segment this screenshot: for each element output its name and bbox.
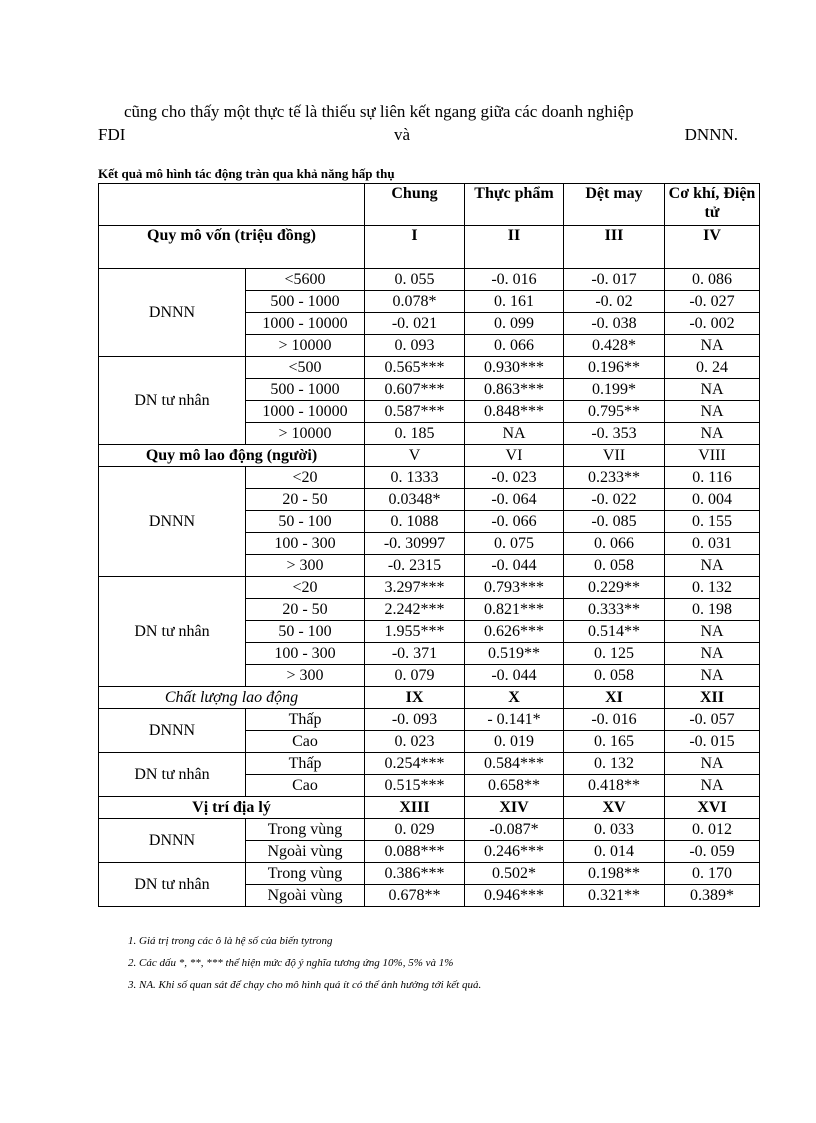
value-cell: -0. 027: [665, 291, 760, 313]
value-cell: NA: [665, 379, 760, 401]
model-number-cell: XIV: [465, 797, 564, 819]
table-row: [99, 269, 760, 291]
value-cell: NA: [665, 665, 760, 687]
model-number-cell: V: [365, 445, 465, 467]
table-row: [99, 577, 760, 599]
row-category-label: Thấp: [246, 709, 365, 731]
value-cell: - 0.141*: [465, 709, 564, 731]
table-row: [99, 819, 760, 841]
value-cell: 0. 012: [665, 819, 760, 841]
table-caption: Kết quả mô hình tác động tràn qua khả năng hấp thụ: [98, 166, 395, 181]
value-cell: 0.0348*: [365, 489, 465, 511]
row-category-label: <5600: [246, 269, 365, 291]
value-cell: 0. 086: [665, 269, 760, 291]
row-category-label: 1000 - 10000: [246, 401, 365, 423]
value-cell: -0. 017: [564, 269, 665, 291]
value-cell: -0. 30997: [365, 533, 465, 555]
value-cell: 1.955***: [365, 621, 465, 643]
table-notes: [128, 930, 481, 996]
value-cell: 0.428*: [564, 335, 665, 357]
value-cell: 0. 185: [365, 423, 465, 445]
value-cell: 0. 066: [564, 533, 665, 555]
row-category-label: 50 - 100: [246, 511, 365, 533]
section-title: Chất lượng lao động: [99, 687, 365, 709]
model-number-cell: XVI: [665, 797, 760, 819]
value-cell: 0.333**: [564, 599, 665, 621]
value-cell: -0. 015: [665, 731, 760, 753]
value-cell: 0.246***: [465, 841, 564, 863]
value-cell: 0.198**: [564, 863, 665, 885]
value-cell: -0. 044: [465, 555, 564, 577]
model-number-cell: XII: [665, 687, 760, 709]
value-cell: 0.078*: [365, 291, 465, 313]
value-cell: -0. 016: [465, 269, 564, 291]
value-cell: 0. 079: [365, 665, 465, 687]
value-cell: NA: [665, 643, 760, 665]
row-category-label: 500 - 1000: [246, 291, 365, 313]
model-number-cell: IX: [365, 687, 465, 709]
value-cell: NA: [665, 401, 760, 423]
value-cell: 0.821***: [465, 599, 564, 621]
row-category-label: <20: [246, 467, 365, 489]
value-cell: 0.626***: [465, 621, 564, 643]
value-cell: -0. 022: [564, 489, 665, 511]
table-row: [99, 467, 760, 489]
value-cell: 0. 198: [665, 599, 760, 621]
value-cell: NA: [665, 775, 760, 797]
value-cell: NA: [665, 555, 760, 577]
value-cell: 0.584***: [465, 753, 564, 775]
value-cell: -0. 059: [665, 841, 760, 863]
value-cell: 0.587***: [365, 401, 465, 423]
value-cell: -0. 2315: [365, 555, 465, 577]
word-fdi: FDI: [98, 125, 126, 144]
row-category-label: > 300: [246, 555, 365, 577]
value-cell: -0. 064: [465, 489, 564, 511]
value-cell: -0. 016: [564, 709, 665, 731]
value-cell: 0. 019: [465, 731, 564, 753]
section-title: Quy mô vốn (triệu đồng): [99, 226, 365, 269]
value-cell: 0.848***: [465, 401, 564, 423]
value-cell: 0.863***: [465, 379, 564, 401]
value-cell: -0. 038: [564, 313, 665, 335]
section-header-row: [99, 687, 760, 709]
model-number-cell: XV: [564, 797, 665, 819]
word-dnnn: DNNN.: [684, 125, 738, 144]
row-category-label: > 10000: [246, 423, 365, 445]
row-category-label: <20: [246, 577, 365, 599]
header-det-may: Dệt may: [564, 184, 665, 226]
value-cell: 0.515***: [365, 775, 465, 797]
value-cell: 0. 014: [564, 841, 665, 863]
value-cell: 0.793***: [465, 577, 564, 599]
value-cell: -0. 023: [465, 467, 564, 489]
section-header-row: [99, 226, 760, 269]
value-cell: -0. 066: [465, 511, 564, 533]
row-category-label: 50 - 100: [246, 621, 365, 643]
section-header-row: [99, 797, 760, 819]
value-cell: 0.519**: [465, 643, 564, 665]
note-2: 2. Các dấu *, **, *** thể hiện mức độ ý nghĩa tương ứng 10%, 5% và 1%: [128, 957, 454, 969]
value-cell: 0. 116: [665, 467, 760, 489]
note-1: 1. Giá trị trong các ô là hệ số của biến tytrong: [128, 935, 333, 947]
row-group-label: DN tư nhân: [99, 577, 246, 687]
model-number-cell: VI: [465, 445, 564, 467]
value-cell: 0. 033: [564, 819, 665, 841]
row-category-label: Thấp: [246, 753, 365, 775]
row-category-label: Ngoài vùng: [246, 841, 365, 863]
model-number-cell: II: [465, 226, 564, 269]
value-cell: 0. 099: [465, 313, 564, 335]
value-cell: 0. 093: [365, 335, 465, 357]
value-cell: NA: [465, 423, 564, 445]
model-number-cell: I: [365, 226, 465, 269]
value-cell: 0. 170: [665, 863, 760, 885]
value-cell: 0.254***: [365, 753, 465, 775]
value-cell: -0. 02: [564, 291, 665, 313]
value-cell: -0. 085: [564, 511, 665, 533]
value-cell: 0. 1333: [365, 467, 465, 489]
value-cell: 0.386***: [365, 863, 465, 885]
value-cell: -0. 353: [564, 423, 665, 445]
value-cell: 0. 1088: [365, 511, 465, 533]
row-category-label: 100 - 300: [246, 533, 365, 555]
value-cell: 0.321**: [564, 885, 665, 907]
value-cell: 3.297***: [365, 577, 465, 599]
value-cell: 0.418**: [564, 775, 665, 797]
value-cell: 0.795**: [564, 401, 665, 423]
value-cell: 0.565***: [365, 357, 465, 379]
model-number-cell: XI: [564, 687, 665, 709]
value-cell: 0. 161: [465, 291, 564, 313]
model-number-cell: X: [465, 687, 564, 709]
value-cell: -0.087*: [465, 819, 564, 841]
value-cell: -0. 057: [665, 709, 760, 731]
results-table-body: [99, 184, 760, 907]
value-cell: 0. 031: [665, 533, 760, 555]
value-cell: 0.607***: [365, 379, 465, 401]
value-cell: -0. 044: [465, 665, 564, 687]
value-cell: 0.088***: [365, 841, 465, 863]
value-cell: -0. 093: [365, 709, 465, 731]
value-cell: 0. 24: [665, 357, 760, 379]
model-number-cell: XIII: [365, 797, 465, 819]
value-cell: 0. 023: [365, 731, 465, 753]
value-cell: 0. 058: [564, 555, 665, 577]
row-category-label: 20 - 50: [246, 599, 365, 621]
row-group-label: DNNN: [99, 819, 246, 863]
value-cell: 0.502*: [465, 863, 564, 885]
value-cell: 0.514**: [564, 621, 665, 643]
value-cell: NA: [665, 621, 760, 643]
value-cell: 0. 075: [465, 533, 564, 555]
results-table: [98, 183, 760, 907]
value-cell: 0.233**: [564, 467, 665, 489]
value-cell: 0. 132: [665, 577, 760, 599]
value-cell: NA: [665, 753, 760, 775]
body-paragraph-line: cũng cho thấy một thực tế là thiếu sự liên kết ngang giữa các doanh nghiệp: [124, 102, 634, 121]
header-thuc-pham: Thực phẩm: [465, 184, 564, 226]
header-empty-cell: [99, 184, 365, 226]
value-cell: NA: [665, 335, 760, 357]
value-cell: 0.229**: [564, 577, 665, 599]
row-category-label: Cao: [246, 775, 365, 797]
row-group-label: DNNN: [99, 709, 246, 753]
row-category-label: 1000 - 10000: [246, 313, 365, 335]
value-cell: 0. 029: [365, 819, 465, 841]
header-chung: Chung: [365, 184, 465, 226]
row-group-label: DN tư nhân: [99, 863, 246, 907]
row-category-label: > 300: [246, 665, 365, 687]
row-group-label: DN tư nhân: [99, 753, 246, 797]
value-cell: 0.946***: [465, 885, 564, 907]
value-cell: 0. 004: [665, 489, 760, 511]
table-row: [99, 709, 760, 731]
section-header-row: [99, 445, 760, 467]
value-cell: -0. 371: [365, 643, 465, 665]
row-group-label: DNNN: [99, 269, 246, 357]
table-header-row: [99, 184, 760, 226]
model-number-cell: III: [564, 226, 665, 269]
value-cell: 0. 058: [564, 665, 665, 687]
row-category-label: 20 - 50: [246, 489, 365, 511]
row-category-label: > 10000: [246, 335, 365, 357]
value-cell: 0. 165: [564, 731, 665, 753]
word-va: và: [394, 125, 411, 144]
value-cell: 0.930***: [465, 357, 564, 379]
value-cell: -0. 002: [665, 313, 760, 335]
table-row: [99, 357, 760, 379]
value-cell: 0. 132: [564, 753, 665, 775]
value-cell: 0.199*: [564, 379, 665, 401]
model-number-cell: VIII: [665, 445, 760, 467]
header-co-khi-dien-tu: Cơ khí, Điện tử: [665, 184, 760, 226]
value-cell: 0. 066: [465, 335, 564, 357]
value-cell: 2.242***: [365, 599, 465, 621]
row-category-label: Trong vùng: [246, 863, 365, 885]
section-title: Quy mô lao động (người): [99, 445, 365, 467]
row-group-label: DN tư nhân: [99, 357, 246, 445]
value-cell: 0.678**: [365, 885, 465, 907]
model-number-cell: IV: [665, 226, 760, 269]
note-3: 3. NA. Khi số quan sát để chạy cho mô hình quá ít có thể ảnh hưởng tới kết quả.: [128, 979, 482, 991]
section-title: Vị trí địa lý: [99, 797, 365, 819]
row-category-label: Trong vùng: [246, 819, 365, 841]
table-row: [99, 863, 760, 885]
value-cell: 0. 055: [365, 269, 465, 291]
table-row: [99, 753, 760, 775]
value-cell: 0.389*: [665, 885, 760, 907]
row-category-label: 500 - 1000: [246, 379, 365, 401]
row-category-label: Ngoài vùng: [246, 885, 365, 907]
row-category-label: 100 - 300: [246, 643, 365, 665]
value-cell: 0.658**: [465, 775, 564, 797]
value-cell: 0. 155: [665, 511, 760, 533]
model-number-cell: VII: [564, 445, 665, 467]
value-cell: -0. 021: [365, 313, 465, 335]
value-cell: 0. 125: [564, 643, 665, 665]
value-cell: 0.196**: [564, 357, 665, 379]
row-group-label: DNNN: [99, 467, 246, 577]
value-cell: NA: [665, 423, 760, 445]
row-category-label: <500: [246, 357, 365, 379]
row-category-label: Cao: [246, 731, 365, 753]
